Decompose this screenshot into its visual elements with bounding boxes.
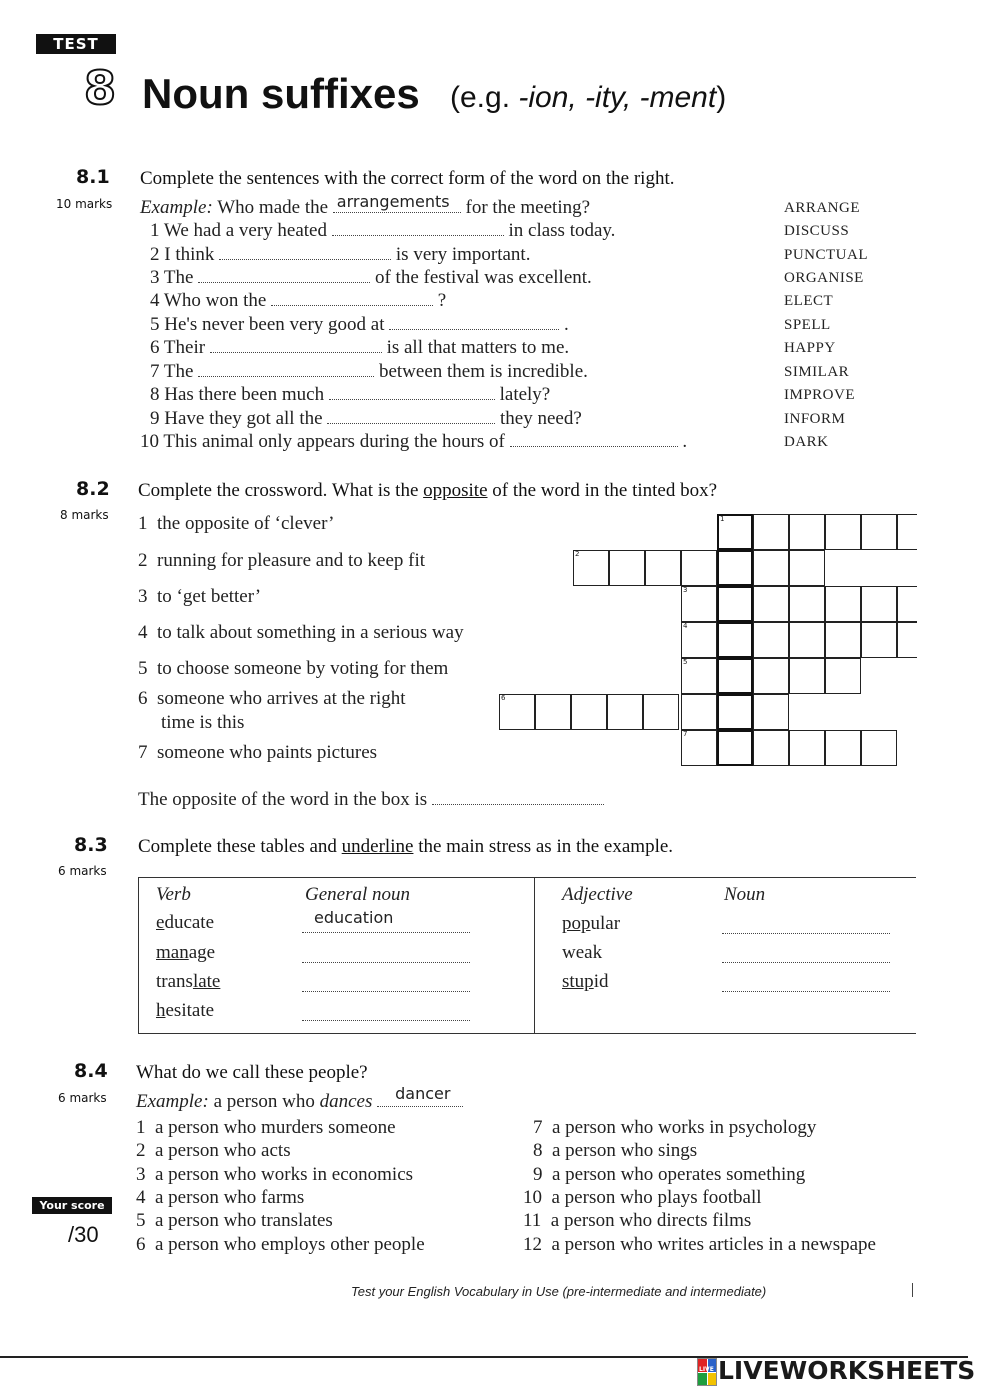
noun-example-answer: education [314, 908, 394, 927]
opposite-answer-blank[interactable] [432, 790, 604, 805]
crossword-cell[interactable] [717, 730, 753, 766]
prompt-word: ELECT [784, 293, 834, 309]
prompt-word: PUNCTUAL [784, 247, 869, 263]
example-answer-dancer: dancer [395, 1084, 451, 1103]
crossword-cell[interactable] [643, 694, 679, 730]
section-8-4-example: Example: a person who dances dancer [136, 1091, 463, 1113]
answer-blank[interactable] [332, 221, 504, 236]
noun-answer-blank[interactable] [722, 948, 890, 963]
column-header-verb: Verb [156, 884, 191, 905]
section-8-2-instruction: Complete the crossword. What is the opposite of the word in the tinted box? [138, 480, 718, 501]
crossword-cell[interactable] [825, 730, 861, 766]
crossword-cell[interactable] [897, 622, 917, 658]
answer-blank[interactable] [219, 245, 391, 260]
noun-answer-blank[interactable] [302, 977, 470, 992]
verb-cell: translate [156, 971, 221, 992]
crossword-clue: 6 someone who arrives at the right [138, 688, 406, 709]
crossword-cell[interactable] [789, 550, 825, 586]
crossword-cell[interactable] [789, 622, 825, 658]
section-8-2-number: 8.2 [76, 478, 110, 500]
crossword-cell[interactable] [789, 658, 825, 694]
unit-number: 8 [84, 61, 117, 115]
score-total: /30 [68, 1222, 99, 1247]
section-8-1-marks: 10 marks [56, 197, 113, 211]
example-answer: arrangements [336, 192, 450, 211]
answer-blank[interactable] [198, 268, 370, 283]
crossword-cell[interactable] [607, 694, 643, 730]
crossword-cell[interactable]: 4 [681, 622, 717, 658]
crossword-cell[interactable]: 1 [717, 514, 753, 550]
answer-blank[interactable] [329, 385, 495, 400]
crossword-cell[interactable] [717, 622, 753, 658]
prompt-word: IMPROVE [784, 387, 856, 403]
column-header-general-noun: General noun [305, 884, 411, 905]
logo-badge-text: LIVE [699, 1366, 714, 1373]
adjective-cell: weak [562, 942, 603, 963]
sentence-item: 5 He's never been very good at . [150, 314, 569, 335]
crossword-cell[interactable] [717, 550, 753, 586]
section-8-1-number: 8.1 [76, 166, 110, 188]
crossword-cell[interactable] [789, 730, 825, 766]
sentence-item: 3 The of the festival was excellent. [150, 267, 592, 288]
crossword-cell[interactable] [717, 658, 753, 694]
verb-cell: hesitate [156, 1000, 215, 1021]
section-8-4-marks: 6 marks [58, 1091, 107, 1105]
section-8-1-instruction: Complete the sentences with the correct form of the word on the right. [140, 168, 675, 189]
crossword-cell[interactable] [753, 622, 789, 658]
sentence-item: 7 The between them is incredible. [150, 361, 588, 382]
book-citation: Test your English Vocabulary in Use (pre-intermediate and intermediate) [351, 1284, 767, 1299]
crossword-cell[interactable]: 3 [681, 586, 717, 622]
noun-answer-blank[interactable] [722, 977, 890, 992]
answer-blank[interactable] [389, 315, 559, 330]
crossword-clue: 3 to ‘get better’ [138, 586, 262, 607]
crossword-cell[interactable] [861, 514, 897, 550]
answer-blank[interactable] [198, 362, 374, 377]
person-item: 8 a person who sings [533, 1140, 698, 1161]
crossword-cell[interactable] [753, 586, 789, 622]
answer-blank[interactable] [510, 432, 678, 447]
section-8-3-marks: 6 marks [58, 864, 107, 878]
your-score-label: Your score [32, 1197, 112, 1214]
crossword-cell[interactable] [825, 586, 861, 622]
page-subtitle: (e.g. -ion, -ity, -ment) [450, 81, 727, 114]
answer-blank[interactable] [271, 291, 433, 306]
crossword-cell[interactable]: 6 [499, 694, 535, 730]
column-header-adjective: Adjective [562, 884, 633, 905]
sentence-item: 6 Their is all that matters to me. [150, 337, 570, 358]
section-8-4-instruction: What do we call these people? [136, 1062, 368, 1083]
sentence-item: 9 Have they got all the they need? [150, 408, 582, 429]
verb-cell: manage [156, 942, 216, 963]
prompt-word: SPELL [784, 317, 831, 333]
crossword-cell[interactable]: 2 [573, 550, 609, 586]
crossword-cell[interactable] [825, 658, 861, 694]
crossword-cell[interactable] [789, 586, 825, 622]
crossword-clue-continued: time is this [161, 712, 245, 733]
example-sentence: Example: Who made the arrangements for the meeting? [140, 192, 591, 218]
verb-cell: educate [156, 912, 215, 933]
prompt-word: INFORM [784, 411, 846, 427]
crossword-cell[interactable] [681, 550, 717, 586]
column-header-noun: Noun [724, 884, 766, 905]
person-item: 4 a person who farms [136, 1187, 305, 1208]
noun-answer-blank[interactable] [302, 948, 470, 963]
crossword-cell[interactable] [681, 694, 717, 730]
crossword-cell[interactable] [861, 730, 897, 766]
prompt-word: DARK [784, 434, 829, 450]
noun-answer-blank[interactable] [302, 908, 470, 933]
crossword-cell[interactable] [753, 550, 789, 586]
section-8-4-number: 8.4 [74, 1060, 108, 1082]
crossword-cell[interactable] [753, 694, 789, 730]
crossword-cell[interactable] [825, 622, 861, 658]
adjective-cell: stupid [562, 971, 609, 992]
person-item: 10 a person who plays football [523, 1187, 762, 1208]
crossword-cell[interactable] [789, 514, 825, 550]
person-item: 5 a person who translates [136, 1210, 333, 1231]
crossword-cell[interactable] [753, 514, 789, 550]
prompt-word: DISCUSS [784, 223, 850, 239]
person-item: 12 a person who writes articles in a newspape [523, 1234, 876, 1255]
example-word: ARRANGE [784, 200, 861, 216]
sentence-item: 8 Has there been much lately? [150, 384, 551, 405]
crossword-cell[interactable] [825, 514, 861, 550]
answer-blank[interactable] [327, 409, 495, 424]
crossword-clue: 4 to talk about something in a serious way [138, 622, 464, 643]
sentence-item: 2 I think is very important. [150, 244, 531, 265]
crossword-cell[interactable] [717, 694, 753, 730]
crossword-cell[interactable]: 5 [681, 658, 717, 694]
sentence-item: 1 We had a very heated in class today. [150, 220, 616, 241]
sentence-item: 10 This animal only appears during the hours of . [140, 431, 688, 452]
noun-answer-blank[interactable] [302, 1006, 470, 1021]
crossword-cell[interactable] [753, 730, 789, 766]
liveworksheets-brand: LIVEWORKSHEETS [718, 1356, 976, 1385]
answer-blank[interactable] [210, 338, 382, 353]
noun-answer-blank[interactable] [722, 919, 890, 934]
section-8-3-number: 8.3 [74, 834, 108, 856]
page-title: Noun suffixes [142, 70, 420, 117]
crossword-clue: 1 the opposite of ‘clever’ [138, 513, 335, 534]
crossword-clue: 2 running for pleasure and to keep fit [138, 550, 426, 571]
prompt-word: HAPPY [784, 340, 836, 356]
crossword-cell[interactable] [897, 514, 917, 550]
sentence-item: 4 Who won the ? [150, 290, 447, 311]
page-divider [912, 1283, 913, 1297]
person-item: 11 a person who directs films [523, 1210, 752, 1231]
crossword-cell[interactable] [609, 550, 645, 586]
test-label: TEST [36, 34, 116, 54]
person-item: 1 a person who murders someone [136, 1117, 396, 1138]
crossword-cell[interactable] [861, 586, 897, 622]
opposite-answer-line: The opposite of the word in the box is [138, 789, 604, 811]
section-8-3-instruction: Complete these tables and underline the main stress as in the example. [138, 836, 674, 857]
crossword-cell[interactable] [753, 658, 789, 694]
crossword-cell[interactable] [535, 694, 571, 730]
person-item: 7 a person who works in psychology [533, 1117, 817, 1138]
crossword-cell[interactable] [571, 694, 607, 730]
adjective-cell: popular [562, 913, 621, 934]
crossword-cell[interactable] [717, 586, 753, 622]
person-item: 9 a person who operates something [533, 1164, 806, 1185]
crossword-clue: 5 to choose someone by voting for them [138, 658, 449, 679]
section-8-2-marks: 8 marks [60, 508, 109, 522]
person-item: 3 a person who works in economics [136, 1164, 414, 1185]
person-item: 2 a person who acts [136, 1140, 291, 1161]
prompt-word: SIMILAR [784, 364, 850, 380]
crossword-cell[interactable]: 7 [681, 730, 717, 766]
liveworksheets-logo [697, 1358, 717, 1386]
person-item: 6 a person who employs other people [136, 1234, 425, 1255]
crossword-cell[interactable] [897, 586, 917, 622]
crossword-clue: 7 someone who paints pictures [138, 742, 378, 763]
prompt-word: ORGANISE [784, 270, 864, 286]
crossword-cell[interactable] [645, 550, 681, 586]
crossword-cell[interactable] [861, 622, 897, 658]
